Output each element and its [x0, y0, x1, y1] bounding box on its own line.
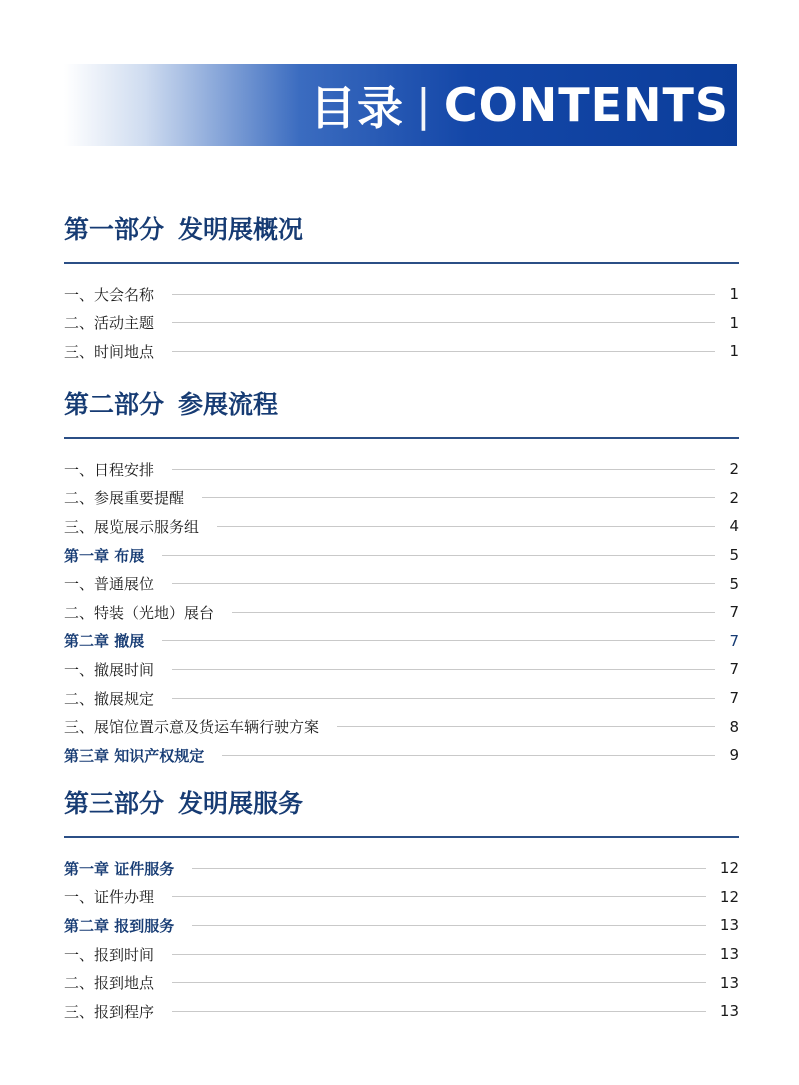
toc-page-number: 7: [729, 631, 739, 650]
toc-leader-line: [202, 497, 715, 498]
toc-leader-line: [172, 583, 715, 584]
toc-leader-line: [162, 640, 715, 641]
toc-entry-label: 第一章 布展: [64, 546, 145, 565]
toc-entry-label: 二、参展重要提醒: [64, 489, 185, 508]
toc-page-number: 2: [729, 460, 739, 479]
toc-entry-label: 二、撤展规定: [64, 689, 155, 708]
toc-entry-label: 一、撤展时间: [64, 660, 155, 679]
toc-leader-line: [162, 555, 715, 556]
toc-entry[interactable]: [64, 968, 739, 997]
section-divider: [64, 437, 739, 439]
toc-leader-line: [192, 925, 706, 926]
section-part-2: [64, 387, 739, 770]
section-title: [64, 387, 739, 423]
section-part-label: 第二部分: [64, 390, 165, 419]
toc-page-number: 7: [729, 660, 739, 679]
toc-chapter-entry[interactable]: [64, 541, 739, 570]
toc-page-number: 7: [729, 689, 739, 708]
toc-entry-label: 三、报到程序: [64, 1002, 155, 1021]
toc-entry[interactable]: [64, 309, 739, 338]
toc-page-number: 1: [729, 285, 739, 304]
toc-entry[interactable]: [64, 655, 739, 684]
title-separator: |: [416, 79, 432, 131]
toc-entry-label: 二、活动主题: [64, 314, 155, 333]
toc-leader-line: [172, 896, 706, 897]
toc-entry-label: 三、展览展示服务组: [64, 517, 200, 536]
toc-entry[interactable]: [64, 712, 739, 741]
toc-entry[interactable]: [64, 512, 739, 541]
toc-entry[interactable]: [64, 280, 739, 309]
toc-leader-line: [172, 469, 715, 470]
toc-entry-label: 二、特装（光地）展台: [64, 603, 215, 622]
toc-entry-label: 一、大会名称: [64, 285, 155, 304]
toc-page-number: 12: [719, 887, 739, 906]
toc-entry[interactable]: [64, 883, 739, 912]
toc-leader-line: [192, 868, 706, 869]
section-part-label: 第一部分: [64, 215, 165, 244]
toc-page-number: 5: [729, 574, 739, 593]
toc-leader-line: [172, 982, 706, 983]
section-part-label: 第三部分: [64, 789, 165, 818]
section-title: [64, 212, 739, 248]
toc-chapter-entry[interactable]: [64, 911, 739, 940]
toc-entry-label: 第二章 报到服务: [64, 916, 175, 935]
toc-page-number: 13: [719, 916, 739, 935]
section-name: 参展流程: [178, 390, 279, 419]
toc-page-number: 13: [719, 1002, 739, 1021]
toc-entry-label: 一、日程安排: [64, 460, 155, 479]
toc-leader-line: [222, 755, 715, 756]
section-divider: [64, 262, 739, 264]
toc-entry[interactable]: [64, 997, 739, 1026]
toc-leader-line: [172, 698, 715, 699]
toc-page-number: 8: [729, 717, 739, 736]
toc-leader-line: [172, 954, 706, 955]
toc-entry-label: 第一章 证件服务: [64, 859, 175, 878]
toc-entry-label: 一、证件办理: [64, 888, 155, 907]
toc-entry-label: 第二章 撤展: [64, 632, 145, 651]
toc-page-number: 9: [729, 746, 739, 765]
toc-entry[interactable]: [64, 569, 739, 598]
toc-entry[interactable]: [64, 940, 739, 969]
section-name: 发明展概况: [178, 215, 304, 244]
toc-entry-label: 一、报到时间: [64, 945, 155, 964]
toc-leader-line: [232, 612, 715, 613]
toc-page-number: 4: [729, 517, 739, 536]
toc-entry[interactable]: [64, 455, 739, 484]
toc-entry-label: 二、报到地点: [64, 974, 155, 993]
toc-entry[interactable]: [64, 598, 739, 627]
title-en: CONTENTS: [443, 78, 729, 132]
toc-page-number: 2: [729, 488, 739, 507]
toc-leader-line: [172, 669, 715, 670]
toc-entry[interactable]: [64, 684, 739, 713]
section-name: 发明展服务: [178, 789, 304, 818]
toc-list: [64, 280, 739, 366]
section-part-1: [64, 212, 739, 366]
toc-page-number: 12: [719, 859, 739, 878]
toc-entry-label: 三、展馆位置示意及货运车辆行驶方案: [64, 718, 320, 737]
toc-page-number: 13: [719, 945, 739, 964]
toc-leader-line: [217, 526, 715, 527]
toc-entry-label: 三、时间地点: [64, 342, 155, 361]
toc-page-number: 1: [729, 342, 739, 361]
toc-entry-label: 第三章 知识产权规定: [64, 746, 205, 765]
section-divider: [64, 836, 739, 838]
toc-leader-line: [172, 322, 715, 323]
toc-chapter-entry[interactable]: [64, 627, 739, 656]
section-part-3: [64, 786, 739, 1026]
toc-leader-line: [337, 726, 715, 727]
toc-chapter-entry[interactable]: [64, 854, 739, 883]
toc-leader-line: [172, 1011, 706, 1012]
toc-list: [64, 455, 739, 770]
header-banner: [64, 64, 737, 146]
section-title: [64, 786, 739, 822]
toc-chapter-entry[interactable]: [64, 741, 739, 770]
toc-entry[interactable]: [64, 484, 739, 513]
toc-page-number: 5: [729, 546, 739, 565]
header-title: [310, 64, 729, 146]
toc-entry-label: 一、普通展位: [64, 575, 155, 594]
title-cn: 目录: [310, 81, 404, 135]
toc-page-number: 13: [719, 973, 739, 992]
toc-entry[interactable]: [64, 337, 739, 366]
toc-list: [64, 854, 739, 1026]
toc-leader-line: [172, 351, 715, 352]
toc-page-number: 1: [729, 313, 739, 332]
toc-leader-line: [172, 294, 715, 295]
toc-page-number: 7: [729, 603, 739, 622]
